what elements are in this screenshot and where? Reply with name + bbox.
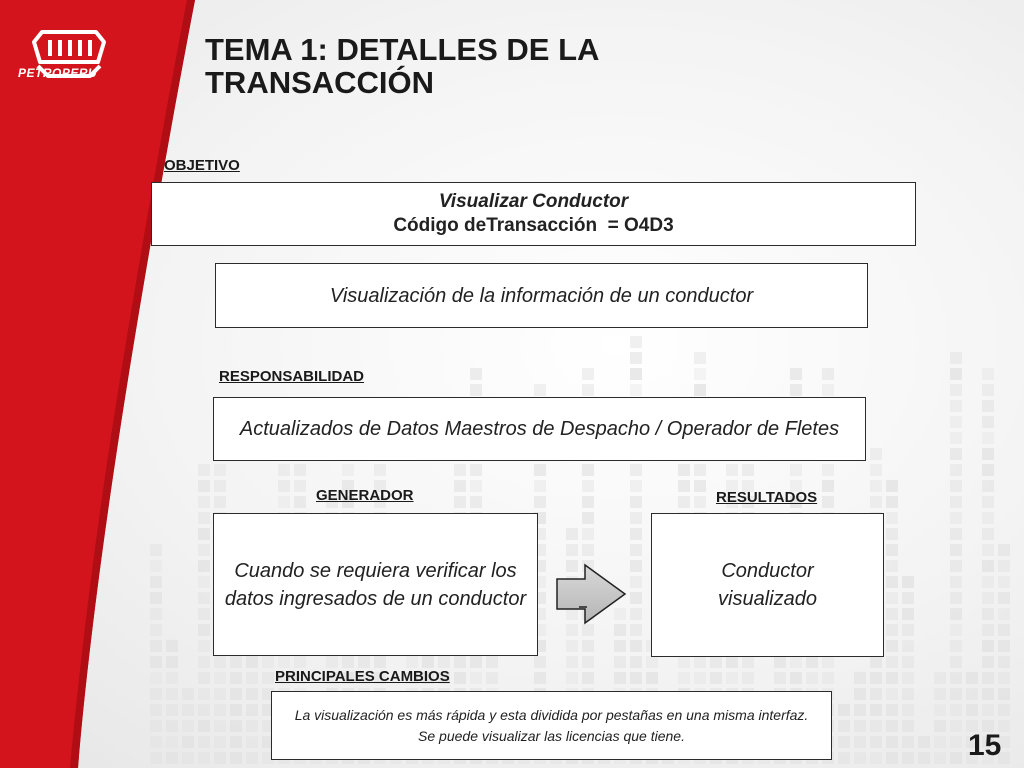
objetivo-line2: Código deTransacción = O4D3 <box>393 215 674 236</box>
principales-cambios-label: PRINCIPALES CAMBIOS <box>275 668 450 685</box>
resultados-text: Conductor visualizado <box>718 560 817 610</box>
generador-box <box>213 513 538 656</box>
responsabilidad-text: Actualizados de Datos Maestros de Despacho / Operador de Fletes <box>239 418 840 440</box>
page-number: 15 <box>968 729 1002 762</box>
responsabilidad-box <box>213 397 866 461</box>
generador-label: GENERADOR <box>316 487 414 504</box>
resultados-box <box>651 513 884 657</box>
objetivo-description: Visualización de la información de un conductor <box>329 284 754 307</box>
page-title: TEMA 1: DETALLES DE LA TRANSACCIÓN <box>205 32 599 100</box>
objetivo-label: OBJETIVO <box>164 157 240 174</box>
resultados-label: RESULTADOS <box>716 489 818 506</box>
principales-cambios-box <box>271 691 832 760</box>
generador-text: Cuando se requiera verificar los datos ingresados de un conductor <box>224 559 527 610</box>
principales-cambios-text: La visualización es más rápida y esta dividida por pestañas en una misma interfaz. Se puede visualizar las licencias que tiene. <box>294 706 809 744</box>
objetivo-description-box <box>215 263 868 328</box>
responsabilidad-label: RESPONSABILIDAD <box>219 368 365 385</box>
brand-name: PETROPERU <box>18 66 98 80</box>
petroperu-logo-icon <box>14 22 124 92</box>
right-arrow-icon <box>555 563 627 625</box>
objetivo-box <box>151 182 916 246</box>
objetivo-line1: Visualizar Conductor <box>438 191 629 212</box>
red-side-band <box>0 0 210 768</box>
